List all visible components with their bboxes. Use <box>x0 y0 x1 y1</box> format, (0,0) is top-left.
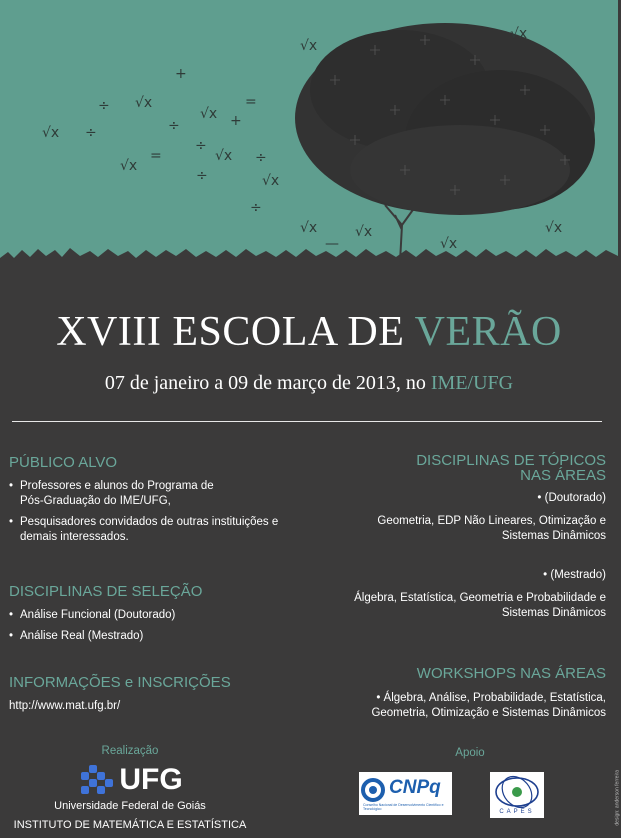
workshops-heading: WORKSHOPS NAS ÁREAS <box>416 665 606 682</box>
svg-text:√x: √x <box>545 220 563 236</box>
title-accent: VERÃO <box>414 309 562 355</box>
info-section <box>9 675 309 714</box>
svg-text:÷: ÷ <box>250 200 262 216</box>
capes-logo <box>490 772 544 818</box>
design-credit: design: anderson ferreira <box>615 770 621 826</box>
selecao-section <box>9 584 309 650</box>
list-item: • Análise Real (Mestrado) <box>9 629 309 644</box>
cnpq-subtext: Conselho Nacional de Desenvolvimento Científico e Tecnológico <box>363 803 444 811</box>
svg-text:√x: √x <box>120 158 138 174</box>
divider <box>12 421 602 422</box>
svg-text:=: = <box>150 148 162 164</box>
publico-section <box>9 455 309 551</box>
topicos-mestrado-label: • (Mestrado) <box>543 569 606 581</box>
svg-text:√x: √x <box>300 220 318 236</box>
topicos-section <box>336 453 606 621</box>
subtitle-accent: IME/UFG <box>430 372 514 394</box>
svg-text:÷: ÷ <box>195 138 207 154</box>
svg-text:√x: √x <box>135 95 153 111</box>
svg-text:√x: √x <box>300 38 318 54</box>
ufg-logo-text: UFG <box>119 763 183 796</box>
svg-text:=: = <box>245 94 257 110</box>
event-title <box>0 308 618 356</box>
topicos-doutorado-text: Geometria, EDP Não Lineares, Otimização e Sistemas Dinâmicos <box>377 515 606 542</box>
realizacao-block <box>0 745 260 831</box>
list-item: • Pesquisadores convidados de outras instituições e demais interessados. <box>9 515 309 545</box>
apoio-label: Apoio <box>455 747 485 759</box>
topicos-mestrado-text: Álgebra, Estatística, Geometria e Probabilidade e Sistemas Dinâmicos <box>354 592 606 619</box>
list-item: • Professores e alunos do Programa de Pós-Graduação do IME/UFG, <box>9 479 309 509</box>
topicos-doutorado-label: • (Doutorado) <box>537 492 606 504</box>
svg-text:—: — <box>325 236 339 252</box>
svg-text:÷: ÷ <box>168 118 180 134</box>
realizacao-label: Realização <box>101 745 159 757</box>
svg-text:÷: ÷ <box>85 125 97 141</box>
svg-text:√x: √x <box>262 173 280 189</box>
ufg-emblem-icon <box>77 765 115 795</box>
cnpq-text: CNPq <box>389 777 441 798</box>
list-item: • Análise Funcional (Doutorado) <box>9 608 309 623</box>
institute-name: INSTITUTO DE MATEMÁTICA E ESTATÍSTICA <box>13 819 247 831</box>
svg-text:÷: ÷ <box>255 150 267 166</box>
svg-text:÷: ÷ <box>196 168 208 184</box>
svg-text:√x: √x <box>355 224 373 240</box>
svg-text:√x: √x <box>42 125 60 141</box>
svg-text:√x: √x <box>510 26 528 42</box>
info-url[interactable]: http://www.mat.ufg.br/ <box>9 700 121 712</box>
selecao-list <box>9 608 309 644</box>
capes-text: CAPES <box>499 809 535 815</box>
publico-heading: PÚBLICO ALVO <box>9 454 118 471</box>
ufg-logo <box>0 763 260 797</box>
svg-text:√x: √x <box>215 148 233 164</box>
hero-illustration <box>0 0 618 268</box>
workshops-text: • Álgebra, Análise, Probabilidade, Estatística, Geometria, Otimização e Sistemas Dinâmicos <box>371 692 606 719</box>
publico-list <box>9 479 309 545</box>
topicos-heading: DISCIPLINAS DE TÓPICOS NAS ÁREAS <box>416 452 606 484</box>
info-heading: INFORMAÇÕES e INSCRIÇÕES <box>9 674 231 691</box>
svg-text:+: + <box>175 66 187 82</box>
svg-text:÷: ÷ <box>98 98 110 114</box>
cnpq-logo <box>359 772 452 815</box>
selecao-heading: DISCIPLINAS DE SELEÇÃO <box>9 583 203 600</box>
svg-text:+: + <box>230 113 242 129</box>
svg-text:√x: √x <box>440 236 458 252</box>
title-main: XVIII ESCOLA DE <box>56 309 405 355</box>
workshops-section <box>336 666 606 721</box>
event-dates <box>0 372 618 395</box>
svg-text:√x: √x <box>200 106 218 122</box>
subtitle-main: 07 de janeiro a 09 de março de 2013, no <box>104 372 426 394</box>
university-name: Universidade Federal de Goiás <box>54 800 206 812</box>
